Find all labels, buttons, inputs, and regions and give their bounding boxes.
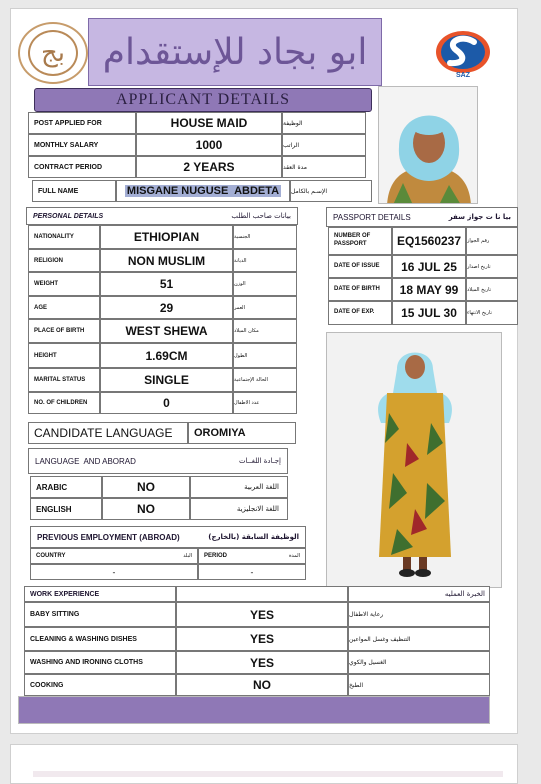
personal-row-value: 1.69CM bbox=[100, 343, 233, 368]
experience-row-label: COOKING bbox=[24, 674, 176, 696]
personal-row-label: WEIGHT bbox=[28, 272, 100, 296]
full-name-label: FULL NAME bbox=[32, 180, 116, 202]
experience-row-value: YES bbox=[176, 627, 348, 651]
candidate-language-value: OROMIYA bbox=[188, 422, 296, 444]
previous-employment-header bbox=[30, 526, 306, 548]
language-row-value: NO bbox=[102, 476, 190, 498]
passport-details-title-ar: بيا نا ت جواز سفر bbox=[448, 213, 511, 221]
personal-row-value: 0 bbox=[100, 392, 233, 414]
personal-row-label-ar: الجنسية bbox=[233, 225, 297, 249]
salary-label-ar: الراتب bbox=[282, 134, 366, 156]
personal-row-label: NO. OF CHILDREN bbox=[28, 392, 100, 414]
personal-row-label-ar: العمر bbox=[233, 296, 297, 319]
experience-row-value: YES bbox=[176, 602, 348, 627]
salary-label: MONTHLY SALARY bbox=[28, 134, 136, 156]
passport-row-value: EQ1560237 bbox=[392, 227, 466, 255]
experience-row-label: BABY SITTING bbox=[24, 602, 176, 627]
experience-row-label: CLEANING & WASHING DISHES bbox=[24, 627, 176, 651]
experience-row-label-ar: التنظيف وغسل المواعين bbox=[348, 627, 490, 651]
personal-row-label-ar: الطول bbox=[233, 343, 297, 368]
full-name-label-ar: الإسـم بالكامل bbox=[290, 180, 372, 202]
period-label: CONTRACT PERIOD bbox=[28, 156, 136, 178]
passport-details-title: PASSPORT DETAILS bbox=[333, 212, 411, 222]
personal-row-value: WEST SHEWA bbox=[100, 319, 233, 343]
previous-employment-title-ar: الوظيفة السابقة (بالخارج) bbox=[208, 533, 299, 541]
language-row-label-ar: اللغة الانجليزية bbox=[190, 498, 288, 520]
applicant-details-header: APPLICANT DETAILS bbox=[34, 88, 372, 112]
country-value: - bbox=[30, 564, 198, 580]
period-label-prev-ar: المدة bbox=[288, 553, 300, 559]
experience-row-label-ar: الطبخ bbox=[348, 674, 490, 696]
personal-row-label: NATIONALITY bbox=[28, 225, 100, 249]
personal-row-label-ar: مكان الميلاد bbox=[233, 319, 297, 343]
period-value: 2 YEARS bbox=[136, 156, 282, 178]
work-experience-title-ar: الخبرة العمليه bbox=[444, 590, 485, 598]
personal-row-label: HEIGHT bbox=[28, 343, 100, 368]
passport-row-value: 18 MAY 99 bbox=[392, 278, 466, 301]
work-experience-title: WORK EXPERIENCE bbox=[30, 590, 100, 598]
full-body-photo bbox=[326, 332, 502, 588]
language-row-value: NO bbox=[102, 498, 190, 520]
calligraphy-emblem-icon: ﺑﺞ bbox=[28, 30, 78, 76]
passport-row-label-ar: تاريخ الميلاد bbox=[466, 278, 518, 301]
passport-row-value: 16 JUL 25 bbox=[392, 255, 466, 278]
personal-row-value: NON MUSLIM bbox=[100, 249, 233, 272]
personal-details-header bbox=[26, 207, 298, 225]
language-header bbox=[28, 448, 288, 474]
personal-row-label-ar: الديانة bbox=[233, 249, 297, 272]
experience-row-value: YES bbox=[176, 651, 348, 674]
personal-row-label: PLACE OF BIRTH bbox=[28, 319, 100, 343]
next-page-sheet bbox=[10, 744, 518, 784]
period-value-prev: - bbox=[198, 564, 306, 580]
personal-details-title: PERSONAL DETAILS bbox=[33, 212, 104, 220]
personal-row-label-ar: الوزن bbox=[233, 272, 297, 296]
language-row-label: ARABIC bbox=[30, 476, 102, 498]
passport-row-label: DATE OF ISSUE bbox=[328, 255, 392, 278]
passport-row-value: 15 JUL 30 bbox=[392, 301, 466, 325]
country-label-ar: البلد bbox=[183, 553, 192, 559]
passport-row-label-ar: تاريخ اصدار bbox=[466, 255, 518, 278]
period-header bbox=[198, 548, 306, 564]
personal-row-label-ar: الحالة الإجتماعية bbox=[233, 368, 297, 392]
footer-bar bbox=[18, 696, 490, 724]
period-label-prev: PERIOD bbox=[204, 553, 228, 559]
experience-row-label-ar: رعاية الاطفال bbox=[348, 602, 490, 627]
saz-logo-icon bbox=[434, 30, 492, 78]
personal-row-value: 51 bbox=[100, 272, 233, 296]
work-experience-header-mid bbox=[176, 586, 348, 602]
company-title-banner: ابو بجاد للإستقدام bbox=[88, 18, 382, 86]
language-row-label-ar: اللغة العربية bbox=[190, 476, 288, 498]
post-label-ar: الوظيفة bbox=[282, 112, 366, 134]
company-logo bbox=[18, 22, 88, 84]
language-title-ar: إجـادة اللغــات bbox=[238, 457, 281, 465]
personal-row-value: 29 bbox=[100, 296, 233, 319]
personal-row-label: MARITAL STATUS bbox=[28, 368, 100, 392]
saz-logo-text: SAZ bbox=[456, 72, 470, 78]
country-header bbox=[30, 548, 198, 564]
passport-row-label-ar: تاريخ الانتهاء bbox=[466, 301, 518, 325]
experience-row-value: NO bbox=[176, 674, 348, 696]
salary-value: 1000 bbox=[136, 134, 282, 156]
country-label: COUNTRY bbox=[36, 553, 66, 559]
work-experience-header bbox=[24, 586, 176, 602]
passport-row-label: NUMBER OF PASSPORT bbox=[328, 227, 392, 255]
language-row-label: ENGLISH bbox=[30, 498, 102, 520]
passport-details-header bbox=[326, 207, 518, 227]
portrait-photo bbox=[378, 86, 478, 204]
candidate-language-label: CANDIDATE LANGUAGE bbox=[28, 422, 188, 444]
post-label: POST APPLIED FOR bbox=[28, 112, 136, 134]
passport-row-label: DATE OF BIRTH bbox=[328, 278, 392, 301]
passport-row-label-ar: رقم الجواز bbox=[466, 227, 518, 255]
personal-row-label-ar: عدد الاطفال bbox=[233, 392, 297, 414]
full-name-value-cell bbox=[116, 180, 290, 202]
personal-details-title-ar: بيانات صاحب الطلب bbox=[231, 212, 291, 220]
language-title: LANGUAGE AND ABORAD bbox=[35, 456, 136, 466]
passport-row-label: DATE OF EXP. bbox=[328, 301, 392, 325]
post-value: HOUSE MAID bbox=[136, 112, 282, 134]
period-label-ar: مدة العقد bbox=[282, 156, 366, 178]
experience-row-label: WASHING AND IRONING CLOTHS bbox=[24, 651, 176, 674]
work-experience-header-ar bbox=[348, 586, 490, 602]
personal-row-value: ETHIOPIAN bbox=[100, 225, 233, 249]
full-name-value: MISGANE NUGUSE ABDETA bbox=[126, 185, 280, 197]
personal-row-label: RELIGION bbox=[28, 249, 100, 272]
personal-row-value: SINGLE bbox=[100, 368, 233, 392]
previous-employment-title: PREVIOUS EMPLOYMENT (ABROAD) bbox=[37, 532, 180, 542]
personal-row-label: AGE bbox=[28, 296, 100, 319]
experience-row-label-ar: الغسيل والكوي bbox=[348, 651, 490, 674]
